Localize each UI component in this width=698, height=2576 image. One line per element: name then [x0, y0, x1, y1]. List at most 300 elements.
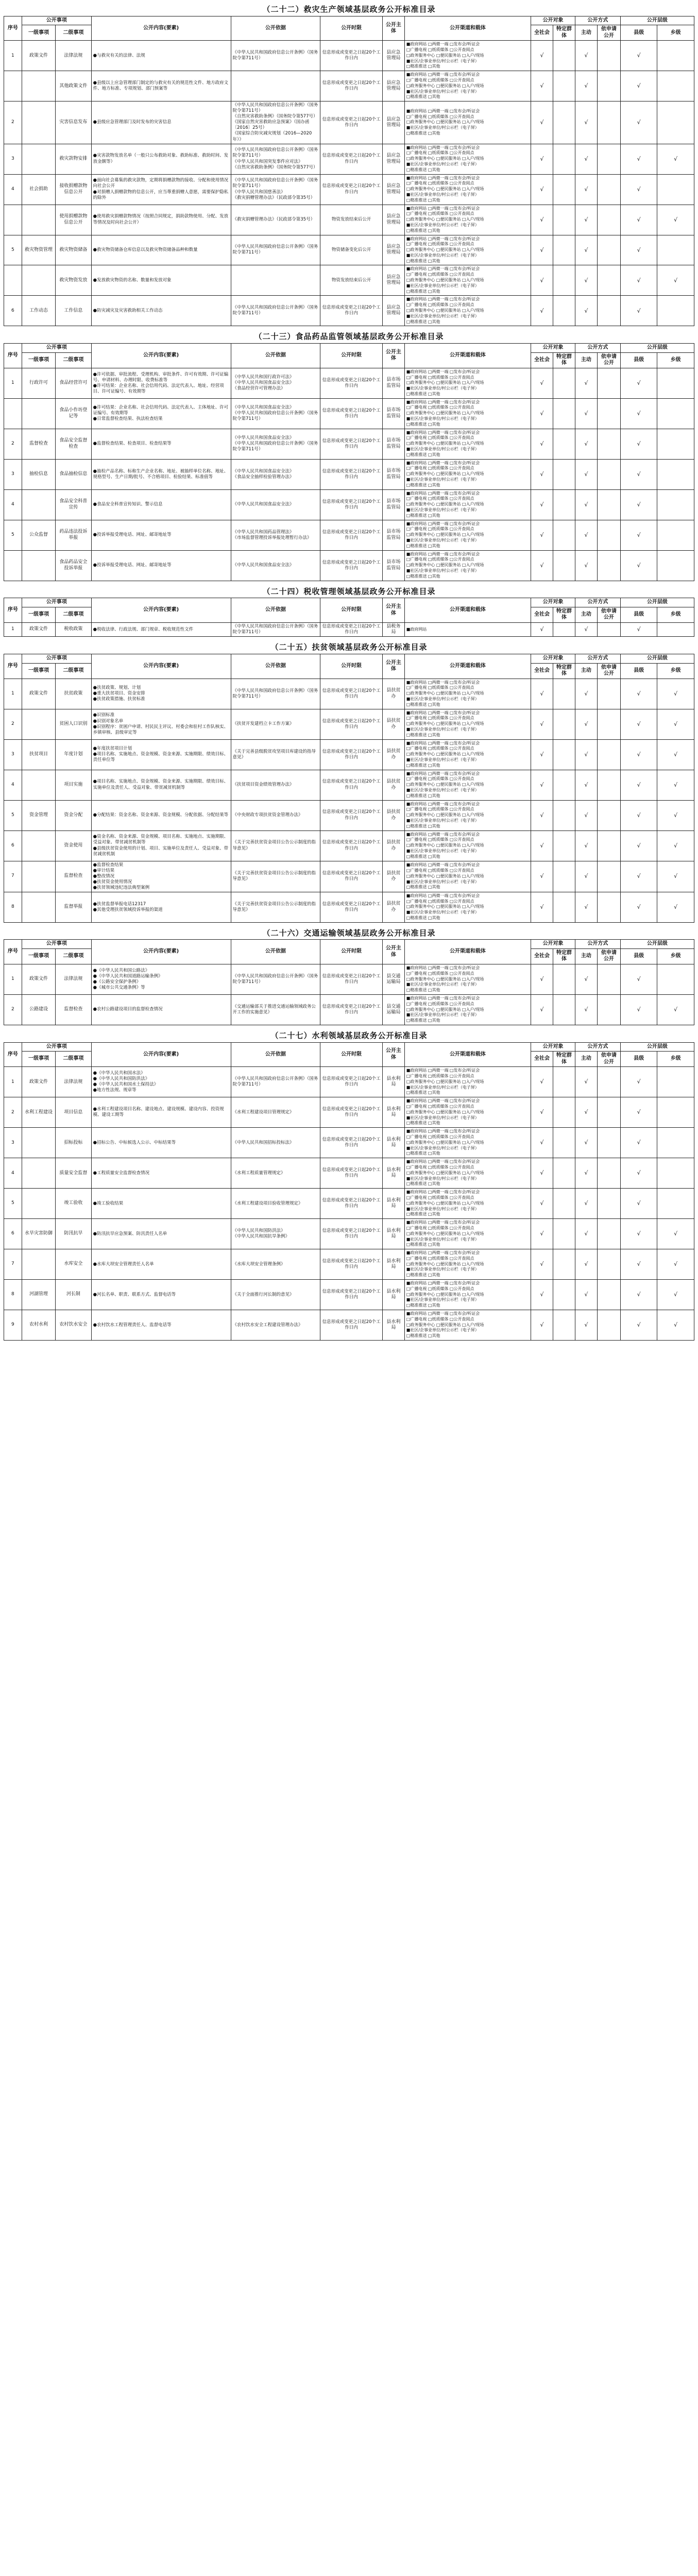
header-method-active: 主动: [575, 607, 597, 622]
row-basis: [231, 770, 320, 800]
header-level1: 一级事项: [22, 1052, 55, 1067]
check-cell: [597, 1067, 620, 1097]
document: [4, 2, 694, 1341]
header-matter: 公开事项: [22, 654, 91, 664]
row-basis: [231, 1097, 320, 1128]
row-time: 信息形成或变更之日起20个工作日内: [320, 622, 383, 637]
header-method-active: 主动: [575, 663, 597, 679]
row-seq: 2: [4, 709, 22, 739]
row-content: [91, 174, 231, 205]
row-time: 信息形成或变更之日起20个工作日内: [320, 892, 383, 922]
check-cell: √: [620, 174, 657, 205]
row-content-text: ●县级以上应急管理部门制定的与救灾有关的规范性文件、地方政府文件、地方标准、专项规划、部门预案等: [93, 80, 229, 92]
catalog-table: [4, 939, 694, 1025]
table-row: [4, 1067, 694, 1097]
row-content: [91, 679, 231, 709]
row-basis: [231, 235, 320, 265]
header-method: 公开方式: [575, 1042, 620, 1052]
row-subject: 县税务局: [382, 622, 404, 637]
row-basis-text: 《中华人民共和国政府信息公开条例》（国务院令第711号）: [232, 624, 318, 635]
header-channel: 公开渠道和载体: [404, 598, 531, 623]
row-content: [91, 71, 231, 101]
check-cell: [553, 398, 575, 429]
row-basis-text: 《中华人民共和国食品安全法》: [232, 502, 294, 507]
header-matter: 公开事项: [22, 1042, 91, 1052]
row-basis: [231, 41, 320, 71]
check-cell: √: [531, 398, 553, 429]
check-cell: [657, 71, 694, 101]
check-cell: [553, 770, 575, 800]
row-channels: [404, 994, 531, 1025]
header-target-all: 全社会: [531, 607, 553, 622]
header-seq: 序号: [4, 598, 22, 623]
row-content: [91, 550, 231, 581]
row-level2: 招标投标: [56, 1128, 92, 1158]
row-content-text: ●抽检产品名称、标称生产企业名称、地址、被抽样单位名称、地址、规格型号、生产日期/批号、不合格项目、检验结果、标准值等: [93, 468, 229, 480]
check-cell: √: [620, 144, 657, 174]
table-row: [4, 71, 694, 101]
header-basis: 公开依据: [231, 344, 320, 368]
check-cell: [657, 296, 694, 326]
check-cell: [553, 368, 575, 398]
row-level2: 法律法规: [56, 41, 92, 71]
row-seq: 3: [4, 739, 22, 770]
row-content: [91, 1128, 231, 1158]
row-subject: 县市场监管局: [382, 550, 404, 581]
row-seq: 2: [4, 429, 22, 459]
check-cell: [597, 739, 620, 770]
check-cell: [597, 429, 620, 459]
header-target-specific: 特定群体: [553, 352, 575, 368]
row-content: [91, 800, 231, 831]
row-channels: [404, 550, 531, 581]
row-subject: 县水利局: [382, 1249, 404, 1280]
header-level2: 二级事项: [56, 25, 92, 41]
check-cell: [597, 205, 620, 235]
row-level2: 灾害信息发布: [56, 101, 92, 144]
row-content: [91, 739, 231, 770]
table-row: [4, 1097, 694, 1128]
table-row: [4, 368, 694, 398]
check-cell: √: [575, 739, 597, 770]
check-cell: √: [531, 1219, 553, 1249]
header-level1: 一级事项: [22, 607, 55, 622]
row-time: 信息形成或变更之日起20个工作日内: [320, 861, 383, 892]
row-level1: [22, 1189, 55, 1219]
check-cell: [597, 709, 620, 739]
row-seq: [4, 205, 22, 235]
check-cell: √: [575, 1128, 597, 1158]
table-row: [4, 489, 694, 520]
check-cell: [553, 892, 575, 922]
check-cell: √: [531, 1310, 553, 1341]
check-cell: √: [620, 1067, 657, 1097]
row-channels: [404, 144, 531, 174]
row-channels: [404, 1067, 531, 1097]
row-content: [91, 1067, 231, 1097]
check-cell: √: [575, 994, 597, 1025]
row-time: 信息形成或变更之日起20个工作日内: [320, 994, 383, 1025]
check-cell: √: [620, 520, 657, 550]
header-level2: 二级事项: [56, 663, 92, 679]
row-channels-text: ■政府网站 □两微一端 □发布会/听证会 □广播电视 □纸质媒体 □公开查阅点 □政务服务中心 □便民服务站 □入户/现场 ■社区/企事业单位/村公示栏（电子屏） □精准推送 □其他: [406, 1281, 484, 1308]
row-channels-text: ■政府网站 □两微一端 □发布会/听证会 □广播电视 □纸质媒体 □公开查阅点 □政务服务中心 □便民服务站 □入户/现场 ■社区/企事业单位/村公示栏（电子屏） □精准推送 □其他: [406, 266, 484, 294]
row-content: [91, 964, 231, 994]
check-cell: √: [531, 994, 553, 1025]
row-basis-text: 《中华人民共和国政府信息公开条例》（国务院令第711号）: [232, 688, 318, 699]
check-cell: √: [531, 892, 553, 922]
table-row: [4, 429, 694, 459]
row-channels: [404, 398, 531, 429]
row-seq: 2: [4, 101, 22, 144]
check-cell: [657, 398, 694, 429]
row-basis: [231, 831, 320, 861]
row-channels: [404, 265, 531, 296]
row-channels-text: ■政府网站 □两微一端 □发布会/听证会 □广播电视 □纸质媒体 □公开查阅点 □政务服务中心 □便民服务站 □入户/现场 ■社区/企事业单位/村公示栏（电子屏） □精准推送 □其他: [406, 801, 484, 828]
check-cell: √: [531, 861, 553, 892]
check-cell: √: [531, 174, 553, 205]
row-content: [91, 144, 231, 174]
row-channels-text: ■政府网站 □两微一端 □发布会/听证会 □广播电视 □纸质媒体 □公开查阅点 □政务服务中心 □便民服务站 □入户/现场 ■社区/企事业单位/村公示栏（电子屏） □精准推送 □其他: [406, 1129, 484, 1156]
table-row: [4, 41, 694, 71]
check-cell: √: [657, 679, 694, 709]
row-channels-text: ■政府网站 □两微一端 □发布会/听证会 □广播电视 □纸质媒体 □公开查阅点 □政务服务中心 □便民服务站 □入户/现场 ■社区/企事业单位/村公示栏（电子屏） □精准推送 □其他: [406, 965, 484, 993]
row-channels: [404, 1310, 531, 1341]
header-level-county: 县级: [620, 607, 657, 622]
check-cell: √: [575, 550, 597, 581]
header-content: 公开内容(要素): [91, 598, 231, 623]
row-content-text: ●许可依据、审批流程、受理机构、审批条件、许可有效期、许可证编号、申请材料、办理时限、收费标准等 ●许可结果：企业名称、社会信用代码、法定代表人、地址、经营项目、许可证编号、有效期等: [93, 371, 229, 394]
check-cell: √: [531, 235, 553, 265]
check-cell: √: [575, 520, 597, 550]
check-cell: √: [531, 368, 553, 398]
row-level2: 资金分配: [56, 800, 92, 831]
row-channels-text: ■政府网站 □两微一端 □发布会/听证会 □广播电视 □纸质媒体 □公开查阅点 □政务服务中心 □便民服务站 □入户/现场 ■社区/企事业单位/村公示栏（电子屏） □精准推送 □其他: [406, 710, 484, 737]
row-level1: 工作动态: [22, 296, 55, 326]
check-cell: √: [657, 831, 694, 861]
row-channels: [404, 861, 531, 892]
check-cell: √: [575, 368, 597, 398]
check-cell: √: [575, 1158, 597, 1189]
check-cell: √: [620, 41, 657, 71]
check-cell: [553, 1158, 575, 1189]
row-basis-text: 《中华人民共和国政府信息公开条例》（国务院令第711号） 《中华人民共和国突发事件应对法》 《自然灾害救助条例》（国务院令第577号）: [232, 147, 318, 170]
table-row: [4, 739, 694, 770]
header-content: 公开内容(要素): [91, 1042, 231, 1067]
row-channels-text: ■政府网站 □两微一端 □发布会/听证会 □广播电视 □纸质媒体 □公开查阅点 □政务服务中心 □便民服务站 □入户/现场 ■社区/企事业单位/村公示栏（电子屏） □精准推送 □其他: [406, 995, 484, 1023]
row-content-text: ●面向社会募集的救灾款物，定期将捐赠款物的接收、分配和使用情况向社会公开 ●对捐赠人捐赠款物的信息公开，应当尊重捐赠人意愿，需要保护隐私的除外: [93, 178, 229, 200]
row-subject: 县市场监管局: [382, 520, 404, 550]
row-content-text: ●监督检查结果 ●审计结果 ●整改情况 ●扶贫资金使用情况 ●扶贫领域违纪违法典型案例: [93, 862, 150, 890]
row-time: 信息形成或变更之日起20个工作日内: [320, 1280, 383, 1310]
row-basis-text: 《关于完善扶贫资金项目公告公示制度的指导意见》: [232, 871, 316, 882]
check-cell: √: [620, 101, 657, 144]
header-matter: 公开事项: [22, 598, 91, 607]
check-cell: √: [531, 800, 553, 831]
check-cell: [597, 459, 620, 489]
row-content-text: ●分配结果：资金名称、资金来源、资金规模、分配依据、分配结果等: [93, 812, 229, 818]
row-level1: 救灾物资管理: [22, 235, 55, 265]
row-level1: 资金管理: [22, 800, 55, 831]
check-cell: √: [620, 831, 657, 861]
row-basis: [231, 1128, 320, 1158]
check-cell: [597, 831, 620, 861]
row-subject: 县水利局: [382, 1067, 404, 1097]
check-cell: √: [657, 1219, 694, 1249]
row-seq: 8: [4, 892, 22, 922]
check-cell: [657, 1128, 694, 1158]
row-level1: [22, 1128, 55, 1158]
header-level: 公开层级: [620, 344, 694, 353]
check-cell: √: [575, 831, 597, 861]
check-cell: [657, 235, 694, 265]
row-basis: [231, 622, 320, 637]
header-target-specific: 特定群体: [553, 607, 575, 622]
row-level2: 河长制: [56, 1280, 92, 1310]
check-cell: √: [657, 739, 694, 770]
check-cell: √: [531, 550, 553, 581]
row-level2: 竣工验收: [56, 1189, 92, 1219]
row-seq: 1: [4, 41, 22, 71]
check-cell: [657, 1189, 694, 1219]
header-target-specific: 特定群体: [553, 25, 575, 41]
row-time: 信息形成或变更之日起20个工作日内: [320, 1097, 383, 1128]
table-row: [4, 861, 694, 892]
row-channels-text: ■政府网站 □两微一端 □发布会/听证会 □广播电视 □纸质媒体 □公开查阅点 □政务服务中心 □便民服务站 □入户/现场 ■社区/企事业单位/村公示栏（电子屏） □精准推送 □其他: [406, 430, 484, 457]
header-target: 公开对象: [531, 16, 575, 25]
row-content-text: ●招标公告、中标候选人公示、中标结果等: [93, 1140, 176, 1145]
row-level2: 贫困人口识别: [56, 709, 92, 739]
row-level2: 扶贫政策: [56, 679, 92, 709]
row-subject: 县应急管理局: [382, 144, 404, 174]
row-content-text: ●《中华人民共和国水法》 ●《中华人民共和国防洪法》 ●《中华人民共和国水土保持法》 ●地方性法规、规章等: [93, 1071, 159, 1093]
check-cell: [553, 1097, 575, 1128]
check-cell: √: [531, 489, 553, 520]
check-cell: √: [531, 964, 553, 994]
catalog-table: [4, 654, 694, 923]
row-basis-text: 《关于完善扶贫资金项目公告公示制度的指导意见》: [232, 840, 316, 851]
check-cell: [597, 71, 620, 101]
check-cell: [553, 831, 575, 861]
row-subject: 县水利局: [382, 1280, 404, 1310]
header-level-county: 县级: [620, 948, 657, 964]
row-level2: 食品安全监督检查: [56, 429, 92, 459]
row-level1: [22, 265, 55, 296]
check-cell: [553, 739, 575, 770]
check-cell: √: [620, 205, 657, 235]
row-content: [91, 489, 231, 520]
row-level1: 水利工程建设: [22, 1097, 55, 1128]
row-seq: 5: [4, 800, 22, 831]
check-cell: √: [657, 205, 694, 235]
header-target: 公开对象: [531, 598, 575, 607]
catalog-table: [4, 343, 694, 581]
row-content: [91, 994, 231, 1025]
row-channels-text: ■政府网站 □两微一端 □发布会/听证会 □广播电视 □纸质媒体 □公开查阅点 □政务服务中心 □便民服务站 □入户/现场 ■社区/企事业单位/村公示栏（电子屏） □精准推送 □其他: [406, 521, 484, 548]
row-basis: [231, 1219, 320, 1249]
row-channels: [404, 520, 531, 550]
row-time: 信息形成或变更之日起20个工作日内: [320, 174, 383, 205]
header-target-all: 全社会: [531, 352, 553, 368]
row-level1: 政策文件: [22, 964, 55, 994]
table-row: [4, 235, 694, 265]
row-level2: 食品药品安全投诉举报: [56, 550, 92, 581]
section-title: （二十二）救灾生产领域基层政务公开标准目录: [262, 5, 436, 14]
row-time: 信息形成或变更之日起20个工作日内: [320, 144, 383, 174]
row-seq: 7: [4, 1249, 22, 1280]
row-content: [91, 1097, 231, 1128]
header-level1: 一级事项: [22, 25, 55, 41]
header-seq: 序号: [4, 16, 22, 41]
check-cell: √: [575, 861, 597, 892]
check-cell: √: [575, 205, 597, 235]
header-basis: 公开依据: [231, 16, 320, 41]
row-basis-text: 《水利工程质量管理规定》: [232, 1170, 285, 1176]
check-cell: √: [531, 459, 553, 489]
row-seq: 4: [4, 489, 22, 520]
header-content: 公开内容(要素): [91, 654, 231, 679]
check-cell: √: [657, 1249, 694, 1280]
row-seq: 2: [4, 1097, 22, 1128]
check-cell: √: [531, 205, 553, 235]
check-cell: √: [657, 800, 694, 831]
row-time: 信息形成或变更之日起20个工作日内: [320, 1249, 383, 1280]
row-channels-text: ■政府网站 □两微一端 □发布会/听证会 □广播电视 □纸质媒体 □公开查阅点 □政务服务中心 □便民服务站 □入户/现场 ■社区/企事业单位/村公示栏（电子屏） □精准推送 □其他: [406, 1190, 484, 1217]
check-cell: [553, 489, 575, 520]
row-channels-text: ■政府网站 □两微一端 □发布会/听证会 □广播电视 □纸质媒体 □公开查阅点 □政务服务中心 □便民服务站 □入户/现场 ■社区/企事业单位/村公示栏（电子屏） □精准推送 □其他: [406, 145, 484, 172]
header-basis: 公开依据: [231, 940, 320, 964]
check-cell: √: [575, 1310, 597, 1341]
check-cell: √: [620, 489, 657, 520]
check-cell: √: [620, 892, 657, 922]
check-cell: [553, 1067, 575, 1097]
row-seq: 1: [4, 1067, 22, 1097]
row-time: 信息形成或变更之日起20个工作日内: [320, 1067, 383, 1097]
row-content-text: ●使用救灾捐赠款物情况（按照合同规定，捐助款物使用、分配、发放等情况及时向社会公开）: [93, 214, 229, 225]
table-row: [4, 831, 694, 861]
row-channels-text: ■政府网站 □两微一端 □发布会/听证会 □广播电视 □纸质媒体 □公开查阅点 □政务服务中心 □便民服务站 □入户/现场 ■社区/企事业单位/村公示栏（电子屏） □精准推送 □其他: [406, 893, 484, 920]
header-channel: 公开渠道和载体: [404, 16, 531, 41]
header-level1: 一级事项: [22, 352, 55, 368]
row-channels-text: ■政府网站 □两微一端 □发布会/听证会 □广播电视 □纸质媒体 □公开查阅点 □政务服务中心 □便民服务站 □入户/现场 ■社区/企事业单位/村公示栏（电子屏） □精准推送 □其他: [406, 832, 484, 859]
row-seq: 4: [4, 174, 22, 205]
check-cell: [657, 41, 694, 71]
check-cell: √: [620, 861, 657, 892]
row-level2: 食品抽检信息: [56, 459, 92, 489]
check-cell: √: [575, 1280, 597, 1310]
row-content-text: ●防灾减灾及灾害救助相关工作动态: [93, 308, 163, 313]
row-basis-text: 《中华人民共和国食品安全法》 《食品安全抽样检验管理办法》: [232, 468, 294, 480]
row-seq: 4: [4, 1158, 22, 1189]
row-channels: [404, 964, 531, 994]
header-subject: 公开主体: [382, 598, 404, 623]
row-subject: 县扶贫办: [382, 679, 404, 709]
row-level2: 农村饮水安全: [56, 1310, 92, 1341]
row-time: 信息形成或变更之日起20个工作日内: [320, 739, 383, 770]
row-basis-text: 《救灾捐赠管理办法》（民政部令第35号）: [232, 216, 315, 222]
check-cell: √: [531, 1067, 553, 1097]
check-cell: [553, 205, 575, 235]
row-level1: [22, 205, 55, 235]
row-subject: 县交通运输局: [382, 964, 404, 994]
row-channels-text: ■政府网站 □两微一端 □发布会/听证会 □广播电视 □纸质媒体 □公开查阅点 □政务服务中心 □便民服务站 □入户/现场 ■社区/企事业单位/村公示栏（电子屏） □精准推送 □其他: [406, 740, 484, 768]
row-level2: 法律法规: [56, 1067, 92, 1097]
header-target-all: 全社会: [531, 663, 553, 679]
row-level1: [22, 892, 55, 922]
check-cell: [657, 368, 694, 398]
row-level1: 公路建设: [22, 994, 55, 1025]
row-content: [91, 398, 231, 429]
header-level-town: 乡级: [657, 663, 694, 679]
check-cell: √: [620, 235, 657, 265]
row-channels-text: ■政府网站 □两微一端 □发布会/听证会 □广播电视 □纸质媒体 □公开查阅点 □政务服务中心 □便民服务站 □入户/现场 ■社区/企事业单位/村公示栏（电子屏） □精准推送 □其他: [406, 297, 484, 324]
row-channels-text: ■政府网站 □两微一端 □发布会/听证会 □广播电视 □纸质媒体 □公开查阅点 □政务服务中心 □便民服务站 □入户/现场 ■社区/企事业单位/村公示栏（电子屏） □精准推送 □其他: [406, 1098, 484, 1126]
row-subject: 县应急管理局: [382, 71, 404, 101]
check-cell: [553, 1189, 575, 1219]
table-row: [4, 1249, 694, 1280]
row-time: 信息形成或变更之日起20个工作日内: [320, 489, 383, 520]
row-basis: [231, 964, 320, 994]
row-level1: 政策文件: [22, 41, 55, 71]
row-content: [91, 368, 231, 398]
header-time: 公开时限: [320, 654, 383, 679]
row-basis: [231, 1249, 320, 1280]
header-level-county: 县级: [620, 1052, 657, 1067]
check-cell: √: [620, 964, 657, 994]
header-level-town: 乡级: [657, 607, 694, 622]
row-seq: 4: [4, 770, 22, 800]
row-content: [91, 622, 231, 637]
header-channel: 公开渠道和载体: [404, 344, 531, 368]
table-row: [4, 265, 694, 296]
row-basis: [231, 205, 320, 235]
row-content-text: ●工程质量安全监督检查情况: [93, 1170, 150, 1176]
row-channels-text: ■政府网站: [406, 626, 427, 632]
row-subject: 县扶贫办: [382, 892, 404, 922]
row-channels: [404, 235, 531, 265]
row-content-text: ●《中华人民共和国公路法》 ●《中华人民共和国道路运输条例》 ●《公路安全保护条例》 ●《城市公共交通条例》等: [93, 968, 163, 990]
check-cell: [553, 144, 575, 174]
row-channels: [404, 709, 531, 739]
check-cell: √: [620, 368, 657, 398]
header-method-active: 主动: [575, 25, 597, 41]
row-seq: 5: [4, 520, 22, 550]
row-channels: [404, 679, 531, 709]
check-cell: [553, 679, 575, 709]
row-time: 信息形成或变更之日起20个工作日内: [320, 550, 383, 581]
check-cell: √: [575, 398, 597, 429]
row-basis: [231, 429, 320, 459]
check-cell: √: [531, 520, 553, 550]
row-content: [91, 41, 231, 71]
header-method: 公开方式: [575, 654, 620, 664]
check-cell: √: [657, 892, 694, 922]
check-cell: [553, 41, 575, 71]
row-level2: 监督举报: [56, 892, 92, 922]
check-cell: [597, 296, 620, 326]
row-content-text: ●年度扶贫项目计划 ●项目名称、实施地点、资金规模、资金来源、实施期限、绩效目标、责任单位等: [93, 745, 229, 763]
header-method-request: 依申请公开: [597, 663, 620, 679]
row-channels: [404, 622, 531, 637]
check-cell: √: [531, 831, 553, 861]
header-target: 公开对象: [531, 1042, 575, 1052]
check-cell: [657, 101, 694, 144]
row-level2: 水库安全: [56, 1249, 92, 1280]
table-row: [4, 1158, 694, 1189]
row-basis-text: 《中华人民共和国防洪法》 《中华人民共和国抗旱条例》: [232, 1228, 290, 1240]
check-cell: [597, 1097, 620, 1128]
header-level2: 二级事项: [56, 1052, 92, 1067]
